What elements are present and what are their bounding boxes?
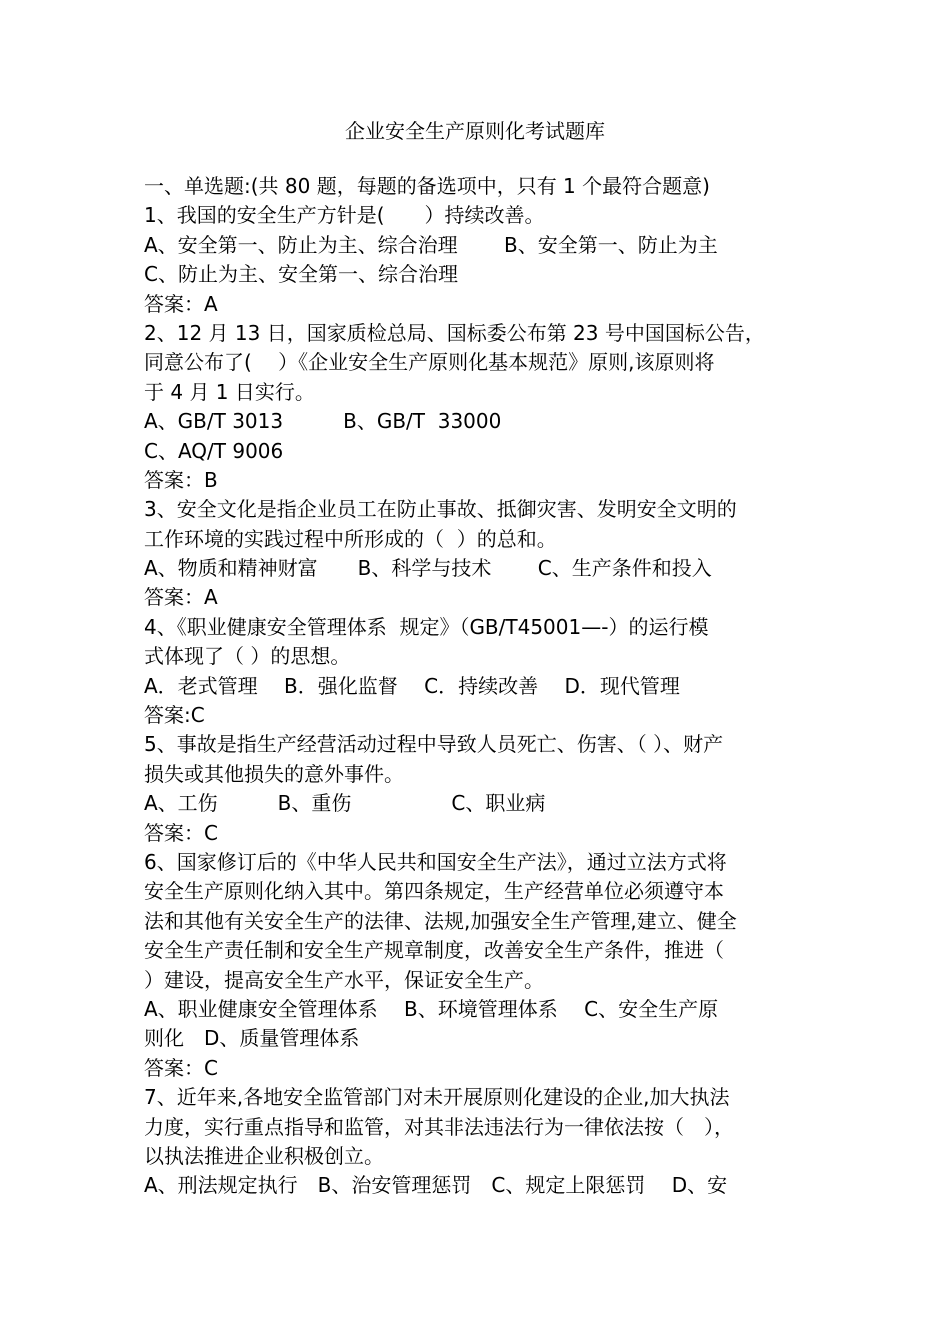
text-line: 损失或其他损失的意外事件。 [144, 761, 404, 786]
text-line: A、GB/T 3013 B、GB/T 33000 [144, 409, 502, 434]
document-body [144, 172, 824, 1201]
text-line: 1、我国的安全生产方针是( ）持续改善。 [144, 203, 545, 228]
text-line: A、工伤 B、重伤 C、职业病 [144, 791, 546, 816]
text-line: 以执法推进企业积极创立。 [144, 1143, 384, 1168]
text-line: 4、《职业健康安全管理体系 规定》（GB/T45001—-）的运行模 [144, 614, 709, 639]
text-line: ）建设，提高安全生产水平，保证安全生产。 [144, 967, 544, 992]
text-line: 式体现了（ ）的思想。 [144, 644, 351, 669]
text-line: A、职业健康安全管理体系 B、环境管理体系 C、安全生产原 [144, 996, 719, 1021]
text-line: A、安全第一、防止为主、综合治理 B、安全第一、防止为主 [144, 232, 718, 257]
text-line: C、防止为主、安全第一、综合治理 [144, 262, 458, 287]
document-title: 企业安全生产原则化考试题库 [345, 119, 605, 143]
text-line: 于 4 月 1 日实行。 [144, 379, 315, 404]
text-line: 答案：C [144, 1055, 218, 1080]
text-line: 3、安全文化是指企业员工在防止事故、抵御灾害、发明安全文明的 [144, 497, 737, 522]
text-line: 工作环境的实践过程中所形成的（ ）的总和。 [144, 526, 557, 551]
text-line: 2、12 月 13 日，国家质检总局、国标委公布第 23 号中国国标公告， [144, 320, 765, 345]
text-line: 安全生产责任制和安全生产规章制度，改善安全生产条件，推进（ [144, 938, 724, 963]
text-line: 力度，实行重点指导和监管，对其非法违法行为一律依法按（ ）， [144, 1114, 734, 1139]
text-line: A、刑法规定执行 B、治安管理惩罚 C、规定上限惩罚 D、安 [144, 1173, 728, 1198]
text-line: 法和其他有关安全生产的法律、法规,加强安全生产管理,建立、健全 [144, 908, 737, 933]
text-line: 同意公布了( ）《企业安全生产原则化基本规范》原则,该原则将 [144, 350, 715, 375]
text-line: A．老式管理 B．强化监督 C．持续改善 D．现代管理 [144, 673, 680, 698]
text-line: A、物质和精神财富 B、科学与技术 C、生产条件和投入 [144, 556, 712, 581]
text-line: 答案：A [144, 291, 218, 316]
text-line: 5、事故是指生产经营活动过程中导致人员死亡、伤害、（ ）、财产 [144, 732, 724, 757]
text-line: 则化 D、质量管理体系 [144, 1026, 360, 1051]
text-line: 7、近年来,各地安全监管部门对未开展原则化建设的企业,加大执法 [144, 1085, 730, 1110]
text-line: C、AQ/T 9006 [144, 438, 284, 463]
text-line: 一、单选题:(共 80 题，每题的备选项中，只有 1 个最符合题意) [144, 174, 710, 198]
text-line: 答案:C [144, 703, 205, 728]
text-line: 答案：A [144, 585, 218, 610]
text-line: 答案：C [144, 820, 218, 845]
text-line: 6、国家修订后的《中华人民共和国安全生产法》，通过立法方式将 [144, 849, 727, 874]
text-line: 答案：B [144, 467, 218, 492]
text-line: 安全生产原则化纳入其中。第四条规定，生产经营单位必须遵守本 [144, 879, 724, 904]
